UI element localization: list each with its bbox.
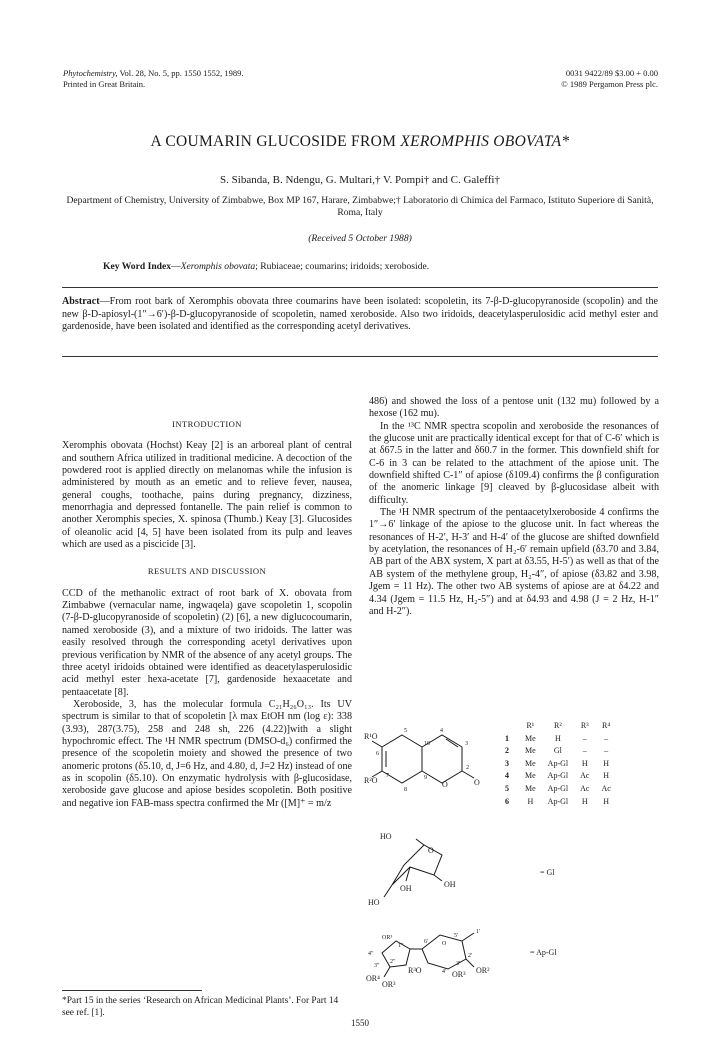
cell-r3: – [582, 746, 587, 756]
label-eq-apgl: = Ap-Gl [530, 948, 557, 957]
compound-number: 2 [505, 746, 509, 756]
left-column [62, 396, 352, 810]
label-glc-ring-o: O [428, 846, 434, 855]
abstract-rule-top [62, 287, 658, 288]
label-r1o: R¹O [364, 732, 378, 741]
cell-r2: H [555, 733, 561, 743]
table-header-row [505, 720, 617, 733]
footnote-rule [62, 990, 202, 991]
abstract-rule-bottom [62, 356, 658, 357]
results-heading: RESULTS AND DISCUSSION [147, 566, 267, 577]
label-glc-oh-bottom: OH [400, 884, 412, 893]
header-r3: R³ [580, 721, 589, 730]
label-glc-ho-top: HO [380, 832, 392, 841]
label-eq-gl: = Gl [540, 868, 555, 877]
cell-r4: H [603, 758, 609, 768]
compound-number: 3 [505, 758, 509, 768]
keywords [103, 261, 663, 272]
header-r4: R⁴ [602, 721, 611, 730]
label-1pp: 1″ [398, 943, 404, 949]
label-ring-o: O [442, 780, 448, 789]
abstract-label: Abstract [62, 296, 100, 307]
label-2p: 2′ [468, 953, 473, 959]
journal-volume: Vol. 28, No. 5, pp. 1550 1552, 1989. [119, 68, 244, 78]
cell-r4: Ac [601, 783, 611, 793]
label-3p: 3′ [456, 961, 461, 967]
label-2pp: 2″ [390, 959, 396, 965]
article-code: 0031 9422/89 $3.00 + 0.00 [565, 68, 658, 78]
table-row [505, 783, 617, 796]
label-4pp: 4″ [368, 951, 374, 957]
compound-number: 5 [505, 783, 509, 793]
abstract-text: —From root bark of Xeromphis obovata three coumarins have been isolated: scopoletin, its 7-β-D-glucopyranoside (scopolin) and the new β-D-apiosyl-(1″→6′)-β-D-glucopyranoside of scopoletin, named xeroboside. Also two iridoids, deacetylasperulosidic acid methyl ester and gardenoside, have been isolated and identified as the corresponding acetyl derivatives. [62, 296, 658, 332]
label-carbonyl-o: O [474, 778, 480, 787]
received-date: (Received 5 October 1988) [308, 233, 412, 244]
label-glc-oh: OH [444, 880, 456, 889]
label-ap-o: O [442, 941, 447, 947]
cell-r4: H [603, 796, 609, 806]
cell-r1: Me [525, 783, 536, 793]
copyright: © 1989 Pergamon Press plc. [561, 79, 658, 89]
journal-name: Phytochemistry, [63, 68, 118, 78]
label-or3-top: OR³ [382, 935, 393, 941]
cell-r1: H [527, 796, 534, 806]
results-paragraph-5: The ¹H NMR spectrum of the pentaacetylxeroboside 4 confirms the 1″→6′ linkage of the apiose to the glucose unit. In fact whereas the resonances of H-2′, H-3′ and H-4′ of the glucose are shifted downfield by acetylation, the resonances of H₂-6′ remain upfield (δ3.70 and 3.84, AB part of the ABX system, X part at δ3.55, H-5′) as well as that of the AB system of the methylene group, H₂-4″, of apiose (δ3.82 and 3.98, Jgem = 11 Hz). The other two AB systems of apiose are at δ4.22 and 4.34 (Jgem = 11.5 Hz, H₂-5″) and at δ4.93 and 4.98 (J = 2 Hz, H-1″ and H-2″). [369, 507, 659, 617]
label-c6: 6 [376, 751, 379, 757]
header-r2: R² [554, 721, 562, 730]
table-row [505, 733, 617, 746]
cell-r4: – [604, 733, 609, 743]
label-c8: 8 [404, 787, 407, 793]
title-species: XEROMPHIS OBOVATA* [400, 133, 570, 150]
keywords-species: Xeromphis obovata [180, 261, 256, 272]
label-glc-ho: HO [368, 898, 380, 907]
authors: S. Sibanda, B. Ndengu, G. Multari,† V. Pompi† and C. Galeffi† [220, 174, 500, 186]
cell-r4: H [603, 771, 609, 781]
label-or2: OR² [476, 966, 490, 975]
label-ap-or3: OR³ [452, 970, 466, 979]
compound-number: 4 [505, 771, 509, 781]
label-4p: 4′ [442, 969, 447, 975]
label-5p: 5′ [454, 933, 459, 939]
cell-r3: Ac [580, 771, 590, 781]
cell-r3: H [581, 796, 588, 806]
compound-number: 1 [505, 733, 509, 743]
table-row [505, 745, 617, 758]
cell-r1: Me [525, 733, 536, 743]
abstract [62, 296, 658, 334]
label-or4: OR⁴ [366, 974, 380, 983]
label-c4: 4 [440, 728, 443, 734]
cell-r4: – [604, 746, 609, 756]
cell-r1: Me [525, 771, 536, 781]
cell-r2: Ap-Gl [547, 796, 569, 806]
label-1p: 1′ [476, 929, 481, 935]
results-paragraph-4: In the ¹³C NMR spectra scopolin and xeroboside the resonances of the glucose unit are practically identical except for that of C-6′ which is at δ67.5 in the latter and δ60.7 in the former. This downfield shift for C-6 in 3 can be related to the attachment of the apiose unit. The downfield shifted C-1″ of apiose (δ109.4) confirms the β configuration of the anomeric linkage [9] cleaved by β-glucosidase albeit with difficulty. [369, 420, 659, 506]
right-column [369, 396, 659, 618]
page-number: 1550 [351, 1018, 369, 1028]
keywords-label: Key Word Index [103, 261, 172, 272]
table-row [505, 770, 617, 783]
label-c2: 2 [466, 765, 469, 771]
label-c10: 10 [424, 741, 430, 747]
footnote: *Part 15 in the series ‘Research on African Medicinal Plants’. For Part 14 see ref. [1]. [62, 996, 339, 1018]
journal-header-right [561, 68, 658, 90]
label-r3o: R³O [408, 966, 422, 975]
label-c3: 3 [465, 741, 468, 747]
label-c7: 7 [386, 773, 389, 779]
keywords-dash: — [171, 261, 181, 272]
article-title [0, 133, 720, 151]
cell-r3: Ac [580, 783, 590, 793]
label-r2o: R²O [364, 776, 378, 785]
label-c9: 9 [424, 775, 427, 781]
cell-r3: – [582, 733, 587, 743]
journal-header-left [63, 68, 244, 90]
results-paragraph-2: Xeroboside, 3, has the molecular formula C₂₁H₂₆O₁₃. Its UV spectrum is similar to that of scopoletin [λ max EtOH nm (log ε): 338 (3.93), 287(3.75), 258 and 248 sh, 226 (4.22)]with a slight hypochromic effect. The ¹H NMR spectrum (DMSO-d₆) confirmed the presence of the scopoletin moiety and showed the presence of two anomeric protons (δ5.10, d, J=6 Hz, and 4.80, d, J=2 Hz) instead of one as in scopolin (δ5.10). On enzymatic hydrolysis with β-glucosidase, xeroboside gave glucose and apiose besides scopoletin. Both positive and negative ion FAB-mass spectra confirmed the Mr ([M]⁺ = m/z [62, 698, 352, 809]
compound-number: 6 [505, 796, 509, 806]
results-paragraph-3: 486) and showed the loss of a pentose unit (132 mu) followed by a hexose (162 mu). [369, 396, 659, 420]
cell-r2: Ap-Gl [547, 783, 569, 793]
label-c5: 5 [404, 728, 407, 734]
intro-paragraph-1: Xeromphis obovata (Hochst) Keay [2] is an arboreal plant of central and southern Africa utilized in traditional medicine. A decoction of the powdered root is applied directly on melanomas while the infusion is administered by mouth as an emetic and to relieve fever, nausea, general coughs, toothache, pains during pregnancy, dizziness, menorrhagia and depressed fontanelle. The pain relief is common to another Xeromphis species, X. spinosa (Thumb.) Keay [3]. Glucosides of oleanolic acid [4, 5] have been isolated from its pulp and leaves which are used as a piscicide [3]. [62, 440, 352, 551]
label-6p: 6′ [424, 939, 429, 945]
cell-r2: Ap-Gl [547, 758, 569, 768]
cell-r2: Gl [553, 746, 562, 756]
cell-r1: Me [525, 746, 536, 756]
table-row [505, 758, 617, 771]
header-r1: R¹ [526, 721, 535, 730]
printed-in: Printed in Great Britain. [63, 79, 146, 89]
keywords-rest: ; Rubiaceae; coumarins; iridoids; xeroboside. [255, 261, 430, 272]
label-or3: OR³ [382, 980, 396, 989]
table-row [505, 796, 617, 809]
results-paragraph-1: CCD of the methanolic extract of root bark of X. obovata from Zimbabwe (vernacular name, ingwaqela) gave scopoletin 1, scopolin (7-β-D-glucopyranoside of scopoletin) (2) [6], a new diglucocoumarin, named xeroboside (3), and a mixture of two iridoids. The latter was easily resolved through the corresponding acetyl derivatives upon previous verification by NMR of the absence of any acetyl groups. The three acetyl iridoids obtained were identified as deacetylasperulosidic acid methyl ester hexa-acetate [7], gardenoside hexaacetate and pentaacetate [8]. [62, 587, 352, 698]
substituent-table [505, 720, 617, 808]
affiliation: Department of Chemistry, University of Zimbabwe, Box MP 167, Harare, Zimbabwe;† Laboratorio di Chimica del Farmaco, Istituto Superiore di Sanità, Roma, Italy [66, 195, 654, 218]
cell-r2: Ap-Gl [547, 771, 569, 781]
cell-r3: H [581, 758, 588, 768]
title-main: A COUMARIN GLUCOSIDE FROM [150, 133, 401, 150]
cell-r1: Me [525, 758, 536, 768]
intro-heading: INTRODUCTION [172, 419, 242, 429]
label-3pp: 3″ [374, 963, 380, 969]
